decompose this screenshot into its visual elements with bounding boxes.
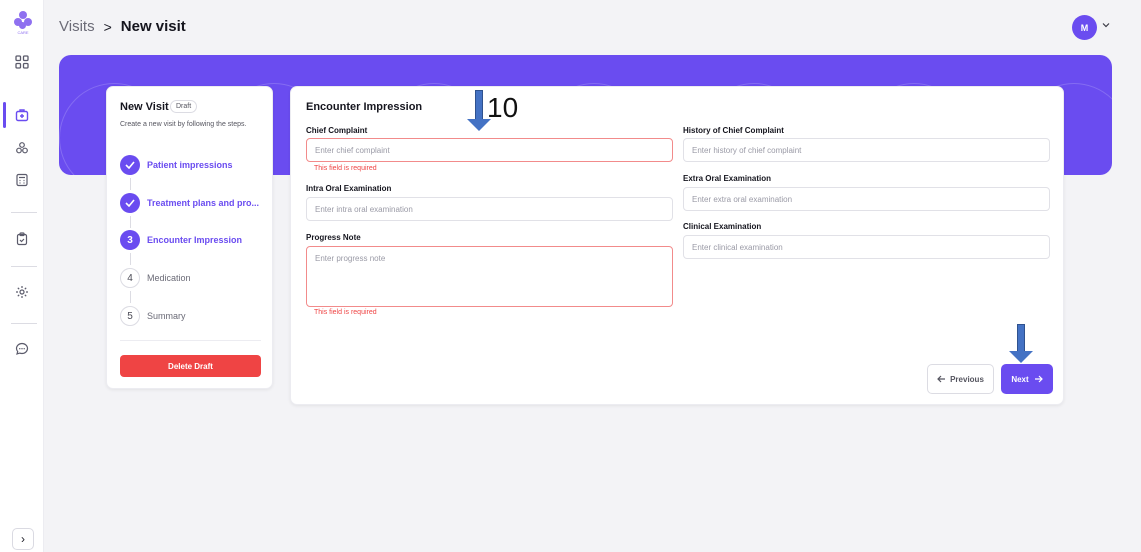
sidebar-active-indicator xyxy=(3,102,6,128)
calculator-icon[interactable] xyxy=(13,171,31,189)
sidebar xyxy=(0,0,44,552)
sidebar-divider xyxy=(11,323,37,324)
step-treatment-plans[interactable] xyxy=(120,193,259,213)
chief-complaint-label: Chief Complaint xyxy=(306,126,368,135)
step-connector xyxy=(130,178,131,190)
step-summary[interactable] xyxy=(120,306,186,326)
step-label: Encounter Impression xyxy=(147,235,243,245)
chevron-down-icon[interactable] xyxy=(1102,20,1110,30)
step-label: Treatment plans and pro... xyxy=(147,198,260,208)
step-number: 5 xyxy=(120,306,140,326)
encounter-form xyxy=(290,86,1064,405)
clinical-label: Clinical Examination xyxy=(683,222,762,231)
chief-complaint-error: This field is required xyxy=(314,165,377,172)
next-label: Next xyxy=(1011,374,1029,384)
history-chief-input[interactable]: Enter history of chief complaint xyxy=(683,138,1050,162)
chief-complaint-input[interactable]: Enter chief complaint xyxy=(306,138,673,162)
avatar-initial: M xyxy=(1080,22,1089,33)
previous-label: Previous xyxy=(950,374,984,384)
step-number: 3 xyxy=(120,230,140,250)
step-label: Medication xyxy=(147,273,191,283)
step-label: Summary xyxy=(147,311,186,321)
step-number: 4 xyxy=(120,268,140,288)
annotation-arrow-icon xyxy=(471,90,487,130)
step-connector xyxy=(130,216,131,228)
page-title: New visit xyxy=(120,18,186,35)
step-connector xyxy=(130,253,131,265)
steps-panel xyxy=(106,86,273,389)
chevron-right-icon: › xyxy=(21,532,25,546)
gear-icon[interactable] xyxy=(13,283,31,301)
app-logo[interactable] xyxy=(13,11,33,35)
annotation-number: 10 xyxy=(487,92,519,123)
avatar[interactable] xyxy=(1072,15,1097,40)
logo-caption: CARE xyxy=(17,30,29,35)
grid-icon[interactable] xyxy=(13,53,31,71)
intra-oral-label: Intra Oral Examination xyxy=(306,184,392,193)
chat-icon[interactable] xyxy=(13,340,31,358)
step-medication[interactable] xyxy=(120,268,191,288)
steps-description: Create a new visit by following the steps. xyxy=(120,121,247,128)
sidebar-divider xyxy=(11,266,37,267)
step-connector xyxy=(130,291,131,303)
delete-draft-button[interactable]: Delete Draft xyxy=(120,355,261,377)
intra-oral-input[interactable]: Enter intra oral examination xyxy=(306,197,673,221)
breadcrumb xyxy=(59,18,186,35)
progress-note-label: Progress Note xyxy=(306,233,361,242)
check-icon xyxy=(120,155,140,175)
clinical-input[interactable]: Enter clinical examination xyxy=(683,235,1050,259)
divider xyxy=(120,340,261,341)
step-label: Patient impressions xyxy=(147,160,233,170)
sidebar-divider xyxy=(11,212,37,213)
status-badge: Draft xyxy=(170,100,197,113)
steps-title: New Visit xyxy=(120,101,169,113)
breadcrumb-separator: > xyxy=(103,18,112,35)
arrow-left-icon xyxy=(937,375,946,383)
medical-bag-icon[interactable] xyxy=(13,106,31,124)
extra-oral-label: Extra Oral Examination xyxy=(683,174,772,183)
extra-oral-input[interactable]: Enter extra oral examination xyxy=(683,187,1050,211)
progress-note-textarea[interactable]: Enter progress note xyxy=(306,246,673,307)
progress-note-error: This field is required xyxy=(314,309,377,316)
molecule-icon[interactable] xyxy=(13,139,31,157)
step-encounter-impression[interactable] xyxy=(120,230,242,250)
step-patient-impressions[interactable] xyxy=(120,155,233,175)
next-button[interactable] xyxy=(1001,364,1053,394)
check-icon xyxy=(120,193,140,213)
annotation-arrow-icon xyxy=(1013,324,1029,364)
arrow-right-icon xyxy=(1034,375,1043,383)
breadcrumb-visits[interactable]: Visits xyxy=(59,18,95,35)
form-title: Encounter Impression xyxy=(306,101,423,113)
previous-button[interactable] xyxy=(927,364,994,394)
clipboard-icon[interactable] xyxy=(13,230,31,248)
sidebar-expand-button[interactable] xyxy=(12,528,34,550)
history-chief-label: History of Chief Complaint xyxy=(683,126,784,135)
